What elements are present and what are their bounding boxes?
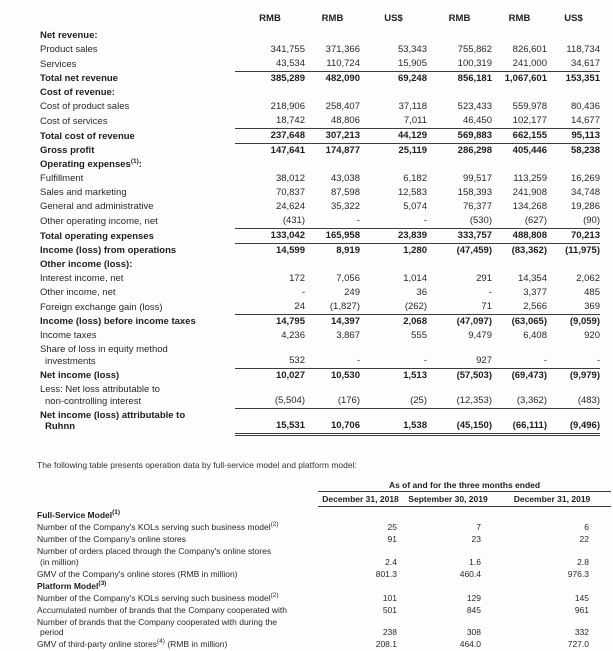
- operations-cell-value: 332: [574, 627, 589, 637]
- income-cell-value: 218,906: [270, 101, 305, 112]
- income-cell-value: 172: [289, 273, 305, 284]
- row-label: Full-Service Model$^{(1)}$: [37, 509, 121, 520]
- income-cell-value: 1,538: [360, 409, 427, 435]
- income-cell-value: 7,056: [336, 273, 360, 284]
- income-cell-value: 371,366: [325, 44, 360, 55]
- income-cell-value: 147,641: [270, 145, 305, 156]
- income-cell-value: 16,269: [570, 173, 600, 184]
- row-label: Less: Net loss attributable to non-controlling interest: [40, 384, 160, 407]
- income-cell-value: [547, 29, 600, 43]
- income-cell-value: 523,433: [457, 101, 492, 112]
- income-cell-value: 6,182: [403, 173, 427, 184]
- income-cell-value: 1,280: [403, 245, 427, 256]
- income-table-row: [40, 72, 600, 87]
- income-cell-value: 87,598: [330, 187, 360, 198]
- income-cell-value: 43,534: [235, 57, 305, 72]
- income-cell-value: [360, 158, 427, 172]
- footnote-marker: (1): [130, 157, 139, 165]
- income-cell-value: 1,513: [403, 370, 427, 381]
- income-cell-value: [427, 86, 492, 100]
- income-cell-value: (12,353): [427, 383, 492, 409]
- income-cell-value: 241,908: [512, 187, 547, 198]
- income-cell-value: -: [305, 343, 360, 369]
- income-cell-value: 14,795: [275, 316, 305, 327]
- income-cell-value: 286,298: [457, 145, 492, 156]
- income-cell-value: 174,877: [325, 145, 360, 156]
- income-cell-value: 237,648: [235, 129, 305, 144]
- income-cell-value: 3,377: [523, 287, 547, 298]
- row-label: Fulfillment: [40, 173, 84, 184]
- income-cell-value: 9,479: [468, 330, 492, 341]
- income-cell-value: 3,867: [336, 330, 360, 341]
- operations-cell-value: [318, 580, 403, 592]
- income-cell-value: (45,150): [427, 409, 492, 435]
- income-header-row: [40, 13, 600, 29]
- income-cell-value: 5,074: [403, 201, 427, 212]
- income-currency-column-header: US$: [564, 13, 583, 24]
- income-cell-value: 15,531: [235, 409, 305, 435]
- income-cell-value: 71: [427, 300, 492, 315]
- income-cell-value: 4,236: [281, 330, 305, 341]
- income-table-row: [40, 86, 600, 100]
- operations-cell-value: 460.4: [459, 568, 481, 579]
- income-table-row: [40, 300, 600, 315]
- income-cell-value: 569,883: [427, 129, 492, 144]
- income-cell-value: -: [305, 214, 360, 229]
- income-cell-value: (483): [547, 383, 600, 409]
- income-cell-value: [235, 258, 305, 272]
- operations-cell-value: 961: [574, 604, 589, 615]
- row-label: Income (loss) before income taxes: [40, 316, 196, 327]
- income-cell-value: -: [301, 287, 305, 298]
- operations-cell-value: [493, 580, 611, 592]
- income-cell-value: 113,259: [513, 173, 547, 184]
- income-cell-value: [305, 158, 360, 172]
- income-cell-value: [492, 86, 547, 100]
- income-table-row: [40, 214, 600, 229]
- operations-cell-value: 1.6: [469, 556, 481, 567]
- row-label: Operating expenses$^{(1)}$:: [40, 157, 142, 170]
- income-cell-value: 34,617: [547, 57, 600, 72]
- income-cell-value: 23,839: [360, 229, 427, 244]
- income-cell-value: 24: [235, 300, 305, 315]
- income-cell-value: (5,504): [235, 383, 305, 409]
- row-label: Accumulated number of brands that the Company cooperated with: [37, 604, 287, 615]
- row-label: Total net revenue: [40, 73, 118, 84]
- income-table-row: [40, 186, 600, 200]
- operations-cell-value: 2.4: [385, 556, 397, 567]
- income-cell-value: (9,496): [547, 409, 600, 435]
- income-cell-value: [492, 258, 547, 272]
- operations-cell-value: 501: [382, 604, 397, 615]
- income-table-row: [40, 129, 600, 144]
- income-cell-value: (9,979): [569, 370, 600, 381]
- income-cell-value: 258,407: [325, 101, 360, 112]
- income-cell-value: -: [547, 343, 600, 369]
- income-cell-value: (11,975): [565, 245, 600, 256]
- income-cell-value: 2,566: [492, 300, 547, 315]
- income-cell-value: (57,503): [456, 370, 492, 381]
- income-cell-value: (90): [547, 214, 600, 229]
- income-cell-value: 19,286: [570, 201, 600, 212]
- income-cell-value: [427, 29, 492, 43]
- income-cell-value: [547, 86, 600, 100]
- income-table-row: [40, 100, 600, 114]
- income-cell-value: 24,624: [275, 201, 305, 212]
- row-label: Number of brands that the Company cooperated with during the period: [37, 616, 278, 637]
- income-table-row: [40, 57, 600, 72]
- operations-cell-value: [403, 506, 493, 522]
- income-cell-value: [235, 158, 305, 172]
- income-cell-value: (47,459): [456, 245, 492, 256]
- income-cell-value: (66,111): [492, 409, 547, 435]
- income-table-row: [40, 229, 600, 244]
- operations-span-header-row: [37, 480, 611, 492]
- income-cell-value: [492, 29, 547, 43]
- row-label: Other income (loss):: [40, 259, 133, 270]
- income-cell-value: 14,397: [330, 316, 360, 327]
- operations-table-header: [37, 480, 611, 507]
- income-cell-value: 44,129: [360, 129, 427, 144]
- operations-table-row: [37, 522, 611, 534]
- income-cell-value: (530): [427, 214, 492, 229]
- income-currency-column-header: RMB: [448, 13, 471, 24]
- income-cell-value: 158,393: [457, 187, 492, 198]
- row-label: Number of the Company's KOLs serving such business model$^{(2)}$: [37, 591, 279, 603]
- income-cell-value: -: [360, 343, 427, 369]
- row-label: Net income (loss): [40, 370, 120, 381]
- income-cell-value: (69,473): [511, 370, 547, 381]
- income-table-row: [40, 286, 600, 300]
- operations-table-body: [37, 506, 611, 651]
- income-table-row: [40, 29, 600, 43]
- income-table-row: [40, 114, 600, 129]
- income-cell-value: 559,978: [512, 101, 547, 112]
- income-cell-value: (431): [235, 214, 305, 229]
- income-cell-value: (47,097): [456, 316, 492, 327]
- income-label-column-spacer: [40, 13, 235, 29]
- income-cell-value: 14,354: [517, 273, 547, 284]
- income-cell-value: 532: [235, 343, 305, 369]
- income-cell-value: 110,724: [305, 57, 360, 72]
- income-cell-value: 662,155: [492, 129, 547, 144]
- income-cell-value: [305, 86, 360, 100]
- income-currency-column-header: RMB: [321, 13, 344, 24]
- income-cell-value: 14,677: [547, 114, 600, 129]
- ops-date-column-header: December 31, 2019: [493, 491, 611, 506]
- row-label: Total cost of revenue: [40, 130, 135, 142]
- row-label: Income (loss) from operations: [40, 245, 177, 256]
- row-label: Other income, net: [40, 287, 116, 298]
- income-cell-value: 482,090: [325, 73, 360, 84]
- row-label: General and administrative: [40, 201, 154, 212]
- row-label: Sales and marketing: [40, 187, 127, 198]
- operations-table-row: [37, 592, 611, 604]
- income-cell-value: (3,362): [492, 383, 547, 409]
- income-cell-value: 241,000: [492, 57, 547, 72]
- income-cell-value: (83,362): [511, 245, 547, 256]
- income-cell-value: 70,213: [547, 229, 600, 244]
- operations-cell-value: 727.0: [567, 639, 589, 649]
- footnote-marker: (2): [270, 521, 279, 529]
- income-cell-value: 2,062: [576, 273, 600, 284]
- income-cell-value: -: [488, 287, 492, 298]
- row-label: Interest income, net: [40, 273, 124, 284]
- income-currency-column-header: RMB: [508, 13, 531, 24]
- income-cell-value: [235, 29, 305, 43]
- income-cell-value: [305, 29, 360, 43]
- income-cell-value: 2,068: [403, 316, 427, 327]
- income-cell-value: 485: [584, 287, 600, 298]
- income-cell-value: 12,583: [397, 187, 427, 198]
- income-cell-value: 10,027: [275, 370, 305, 381]
- income-cell-value: [427, 158, 492, 172]
- row-label: GMV of the Company's online stores (RMB in million): [37, 568, 238, 579]
- income-cell-value: 755,862: [457, 44, 492, 55]
- income-table-row: [40, 158, 600, 172]
- income-table-row: [40, 172, 600, 186]
- row-label: Product sales: [40, 44, 98, 55]
- income-table-row: [40, 200, 600, 214]
- income-table-row: [40, 258, 600, 272]
- operations-cell-value: 91: [387, 534, 397, 544]
- income-cell-value: (9,059): [569, 316, 600, 327]
- operations-table-row: [37, 639, 611, 651]
- row-label: Share of loss in equity method investments: [40, 344, 168, 367]
- income-table-row: [40, 315, 600, 330]
- income-cell-value: 48,806: [305, 114, 360, 129]
- operations-cell-value: 22: [579, 534, 589, 544]
- income-cell-value: [360, 258, 427, 272]
- income-cell-value: [305, 258, 360, 272]
- income-table-row: [40, 329, 600, 343]
- operations-cell-value: 6: [584, 522, 589, 532]
- income-cell-value: 95,113: [547, 129, 600, 144]
- row-label: Gross profit: [40, 145, 95, 156]
- row-label: Cost of services: [40, 115, 108, 127]
- income-table-row: [40, 43, 600, 57]
- income-cell-value: -: [360, 214, 427, 229]
- income-table-row: [40, 244, 600, 259]
- row-label: GMV of third-party online stores$^{(4)}$ (RMB in million): [37, 638, 228, 649]
- income-cell-value: 7,011: [360, 114, 427, 129]
- income-cell-value: 100,319: [427, 57, 492, 72]
- operations-cell-value: 238: [382, 627, 397, 637]
- row-label: Cost of revenue:: [40, 87, 115, 98]
- operations-table-row: [37, 580, 611, 592]
- row-label: Services: [40, 58, 77, 70]
- income-cell-value: (25): [360, 383, 427, 409]
- operations-cell-value: 801.3: [375, 568, 397, 579]
- row-label: Foreign exchange gain (loss): [40, 301, 163, 313]
- ops-label-column-spacer: [37, 491, 318, 506]
- row-label: Net revenue:: [40, 30, 98, 41]
- operations-cell-value: 23: [471, 534, 481, 544]
- income-cell-value: (627): [492, 214, 547, 229]
- income-cell-value: 826,601: [512, 44, 547, 55]
- income-cell-value: 37,118: [398, 101, 427, 112]
- income-cell-value: 369: [547, 300, 600, 315]
- income-cell-value: 76,377: [462, 201, 492, 212]
- income-cell-value: 34,748: [570, 187, 600, 198]
- income-cell-value: 36: [416, 287, 427, 298]
- income-table-row: [40, 144, 600, 159]
- income-cell-value: 6,408: [523, 330, 547, 341]
- income-cell-value: 291: [476, 273, 492, 284]
- income-cell-value: 10,530: [330, 370, 360, 381]
- operations-cell-value: 101: [382, 592, 397, 603]
- income-cell-value: 488,808: [492, 229, 547, 244]
- row-label: Number of the Company's online stores: [37, 534, 187, 544]
- operations-cell-value: 7: [476, 522, 481, 532]
- income-currency-column-header: US$: [384, 13, 403, 24]
- operations-data-table: [37, 480, 611, 651]
- income-cell-value: 134,268: [512, 201, 547, 212]
- income-statement-body: [40, 29, 600, 434]
- income-cell-value: 70,837: [275, 187, 305, 198]
- income-statement-table: [40, 13, 600, 436]
- income-table-row: [40, 383, 600, 409]
- operations-table-row: [37, 546, 611, 569]
- income-table-row: [40, 409, 600, 435]
- income-cell-value: 1,067,601: [504, 73, 547, 84]
- income-cell-value: 14,599: [275, 245, 305, 256]
- operations-date-header-row: [37, 491, 611, 506]
- operations-table-row: [37, 506, 611, 522]
- income-cell-value: 69,248: [397, 73, 427, 84]
- row-label: Other operating income, net: [40, 215, 158, 227]
- income-statement-header: [40, 13, 600, 29]
- row-label: Net income (loss) attributable to Ruhnn: [40, 409, 186, 432]
- ops-period-span-header: As of and for the three months ended: [318, 480, 611, 492]
- income-cell-value: 43,038: [330, 173, 360, 184]
- income-cell-value: 8,919: [336, 245, 360, 256]
- income-currency-column-header: RMB: [259, 13, 281, 24]
- income-cell-value: 18,742: [235, 114, 305, 129]
- income-cell-value: 920: [584, 330, 600, 341]
- ops-date-column-header: December 31, 2018: [318, 491, 403, 506]
- income-cell-value: 58,238: [570, 145, 600, 156]
- operations-cell-value: 464.0: [459, 639, 481, 649]
- operations-cell-value: 845: [466, 604, 481, 615]
- income-cell-value: [427, 258, 492, 272]
- operations-cell-value: 145: [574, 592, 589, 603]
- operations-cell-value: 25: [387, 522, 397, 532]
- row-label: Cost of product sales: [40, 101, 130, 112]
- income-cell-value: [547, 258, 600, 272]
- income-cell-value: 1,014: [403, 273, 427, 284]
- operations-cell-value: 976.3: [567, 568, 589, 579]
- income-cell-value: 99,517: [462, 173, 492, 184]
- footnote-marker: (3): [98, 579, 107, 587]
- operations-intro-text: The following table presents operation data by full-service model and platform model:: [37, 459, 357, 470]
- income-cell-value: 10,706: [305, 409, 360, 435]
- ops-label-column-spacer: [37, 480, 318, 492]
- income-cell-value: 15,905: [360, 57, 427, 72]
- income-cell-value: (262): [360, 300, 427, 315]
- operations-table-row: [37, 604, 611, 616]
- row-label: Platform Model$^{(3)}$: [37, 579, 107, 591]
- footnote-marker: (2): [270, 591, 279, 599]
- income-cell-value: [235, 86, 305, 100]
- operations-cell-value: 2.8: [577, 556, 589, 567]
- income-cell-value: 38,012: [275, 173, 305, 184]
- row-label: Number of orders placed through the Company's online stores (in million): [37, 546, 272, 567]
- income-cell-value: 927: [427, 343, 492, 369]
- income-cell-value: 25,119: [398, 145, 427, 156]
- income-cell-value: 133,042: [235, 229, 305, 244]
- income-cell-value: 35,322: [330, 201, 360, 212]
- income-cell-value: [360, 86, 427, 100]
- income-cell-value: 165,958: [305, 229, 360, 244]
- income-cell-value: 333,757: [427, 229, 492, 244]
- income-cell-value: 46,450: [427, 114, 492, 129]
- income-table-row: [40, 343, 600, 369]
- footnote-marker: (1): [112, 509, 121, 517]
- income-cell-value: (1,827): [305, 300, 360, 315]
- income-cell-value: [492, 158, 547, 172]
- operations-cell-value: 129: [466, 592, 481, 603]
- row-label: Number of the Company's KOLs serving such business model$^{(2)}$: [37, 521, 279, 532]
- income-cell-value: 80,436: [570, 101, 600, 112]
- operations-table-row: [37, 616, 611, 639]
- income-cell-value: 385,289: [270, 73, 305, 84]
- income-cell-value: -: [492, 343, 547, 369]
- income-cell-value: [360, 29, 427, 43]
- operations-cell-value: [403, 580, 493, 592]
- income-cell-value: 153,351: [565, 73, 600, 84]
- income-cell-value: (63,065): [511, 316, 547, 327]
- operations-cell-value: 308: [466, 627, 481, 637]
- income-cell-value: 102,177: [492, 114, 547, 129]
- row-label: Total operating expenses: [40, 230, 154, 242]
- operations-cell-value: [318, 506, 403, 522]
- operations-cell-value: 208.1: [375, 639, 397, 649]
- income-cell-value: 405,446: [512, 145, 547, 156]
- row-label: Income taxes: [40, 330, 97, 341]
- operations-table-row: [37, 568, 611, 580]
- income-table-row: [40, 272, 600, 286]
- operations-table-row: [37, 534, 611, 546]
- operations-cell-value: [493, 506, 611, 522]
- income-table-row: [40, 369, 600, 384]
- income-cell-value: 53,343: [397, 44, 427, 55]
- income-cell-value: 118,734: [566, 44, 600, 55]
- income-cell-value: (176): [305, 383, 360, 409]
- footnote-marker: (4): [157, 638, 165, 646]
- income-cell-value: 856,181: [457, 73, 492, 84]
- income-cell-value: 341,755: [270, 44, 305, 55]
- income-cell-value: 249: [344, 287, 360, 298]
- income-cell-value: 555: [411, 330, 427, 341]
- ops-date-column-header: September 30, 2019: [403, 491, 493, 506]
- income-cell-value: 307,213: [305, 129, 360, 144]
- income-cell-value: [547, 158, 600, 172]
